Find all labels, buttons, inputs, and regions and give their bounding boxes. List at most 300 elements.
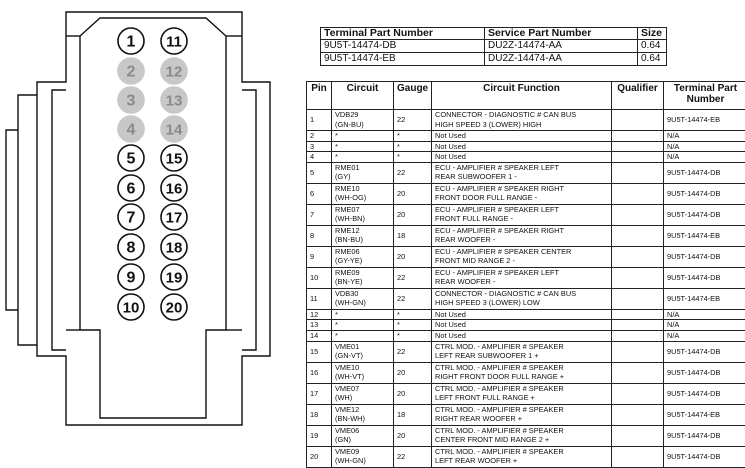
pin-cell-gauge [394, 330, 432, 341]
pin-cell-terminal-text: 9U5T-14474-EB [667, 294, 720, 303]
pin-number: 9 [127, 270, 136, 287]
pin-cell-function-text: CTRL MOD. - AMPLIFIER # SPEAKER [435, 384, 564, 393]
pin-cell-function-text: CTRL MOD. - AMPLIFIER # SPEAKER [435, 426, 564, 435]
pin-cell-qualifier [612, 246, 664, 267]
pin-cell-pin-text: 4 [310, 152, 314, 161]
pin-cell-pin-text: 2 [310, 131, 314, 140]
pin-cell-gauge [394, 162, 432, 183]
pin-header-terminal-line2: Number [687, 94, 725, 105]
pin-cell-function [432, 425, 612, 446]
pin-cell-terminal [664, 183, 745, 204]
pin-header-circuit: Circuit [332, 82, 394, 110]
pin-cell-terminal-text: 9U5T-14474-EB [667, 115, 720, 124]
pin-cell-function [432, 309, 612, 320]
pin-cell-function-text: REAR SUBWOOFER 1 - [435, 172, 517, 181]
pin-cell-gauge-text: 20 [397, 431, 405, 440]
pin-cell-qualifier [612, 362, 664, 383]
pin-cell-pin-text: 17 [310, 389, 318, 398]
pin-cell-pin [307, 341, 332, 362]
pin-cell-pin-text: 8 [310, 231, 314, 240]
pin-cell-function-text: Not Used [435, 142, 466, 151]
pin-cell-function-text: Not Used [435, 152, 466, 161]
pin-cell-circuit-text: (WH-GN) [335, 456, 366, 465]
pin-cell-gauge [394, 267, 432, 288]
pin-cell-qualifier [612, 162, 664, 183]
pin-cell-circuit-text: (GN-VT) [335, 351, 363, 360]
pin-table-row [307, 362, 745, 383]
pin-cell-function [432, 225, 612, 246]
pin-cell-gauge [394, 383, 432, 404]
pin-cell-gauge [394, 110, 432, 131]
connector-pin-13 [161, 87, 187, 113]
pin-cell-qualifier [612, 320, 664, 331]
pin-cell-terminal-text: N/A [667, 331, 679, 340]
pin-cell-gauge-text: 20 [397, 252, 405, 261]
pin-cell-circuit-text: (WH-OG) [335, 193, 366, 202]
pin-cell-circuit-text: VME07 [335, 384, 359, 393]
pin-cell-gauge [394, 288, 432, 309]
pin-cell-function [432, 162, 612, 183]
pin-table-row [307, 204, 745, 225]
pin-cell-gauge [394, 309, 432, 320]
pin-cell-terminal [664, 141, 745, 152]
pin-table-row [307, 246, 745, 267]
pin-cell-terminal [664, 330, 745, 341]
pin-cell-circuit-text: (GN) [335, 435, 351, 444]
pin-cell-terminal [664, 267, 745, 288]
pin-cell-terminal-text: N/A [667, 152, 679, 161]
pin-cell-gauge-text: * [397, 142, 400, 151]
pin-cell-pin-text: 6 [310, 189, 314, 198]
pin-table-row [307, 267, 745, 288]
pin-cell-pin [307, 110, 332, 131]
terminal-parts-table [320, 27, 667, 66]
pin-cell-terminal-text: 9U5T-14474-DB [667, 210, 720, 219]
pin-cell-function-text: LEFT REAR SUBWOOFER 1 + [435, 351, 539, 360]
pin-table-row [307, 309, 745, 320]
connector-pin-1 [118, 28, 144, 54]
pin-cell-function-text: CTRL MOD. - AMPLIFIER # SPEAKER [435, 405, 564, 414]
parts-table-row [321, 53, 667, 66]
pin-cell-function-text: RIGHT REAR WOOFER + [435, 414, 522, 423]
pin-cell-terminal-text: N/A [667, 310, 679, 319]
pin-cell-terminal [664, 225, 745, 246]
pin-cell-function [432, 383, 612, 404]
pin-cell-pin [307, 288, 332, 309]
pin-number: 20 [166, 300, 183, 317]
pin-cell-circuit-text: * [335, 131, 338, 140]
pin-cell-terminal-text: 9U5T-14474-DB [667, 347, 720, 356]
pin-cell-gauge-text: 20 [397, 368, 405, 377]
pin-cell-qualifier [612, 288, 664, 309]
pin-cell-function-text: LEFT REAR WOOFER + [435, 456, 517, 465]
pin-table-row [307, 425, 745, 446]
pin-cell-function [432, 404, 612, 425]
pin-cell-function-text: CONNECTOR - DIAGNOSTIC # CAN BUS [435, 289, 576, 298]
pin-cell-terminal [664, 246, 745, 267]
pin-number: 15 [166, 151, 183, 168]
pin-table-row [307, 183, 745, 204]
connector-pin-3 [118, 87, 144, 113]
pin-cell-circuit [332, 309, 394, 320]
pin-cell-gauge-text: * [397, 152, 400, 161]
connector-pin-5 [118, 145, 144, 171]
pin-cell-pin-text: 1 [310, 115, 314, 124]
pin-cell-circuit-text: VME10 [335, 363, 359, 372]
pin-header-qualifier: Qualifier [612, 82, 664, 110]
pin-cell-pin [307, 446, 332, 467]
pin-cell-gauge [394, 152, 432, 163]
pin-cell-function [432, 110, 612, 131]
pin-cell-circuit-text: VME01 [335, 342, 359, 351]
pin-cell-circuit-text: (WH-GN) [335, 298, 366, 307]
pin-cell-qualifier [612, 267, 664, 288]
pin-cell-terminal [664, 204, 745, 225]
pin-cell-terminal-text: 9U5T-14474-DB [667, 368, 720, 377]
pin-cell-circuit-text: (GN-BU) [335, 120, 364, 129]
pin-cell-circuit [332, 425, 394, 446]
connector-pin-6 [118, 175, 144, 201]
connector-key-right [242, 90, 256, 350]
pin-assignment-table [306, 81, 745, 468]
pin-cell-function-text: FRONT MID RANGE 2 - [435, 256, 515, 265]
pin-cell-pin [307, 320, 332, 331]
pin-cell-pin-text: 14 [310, 331, 318, 340]
pin-cell-gauge-text: 20 [397, 389, 405, 398]
pin-cell-function-text: Not Used [435, 320, 466, 329]
connector-housing-outline [37, 12, 270, 425]
pin-number: 13 [166, 93, 183, 110]
pin-cell-terminal [664, 288, 745, 309]
connector-pin-19 [161, 264, 187, 290]
pin-cell-function [432, 204, 612, 225]
pin-cell-qualifier [612, 183, 664, 204]
pin-cell-function-text: CENTER FRONT MID RANGE 2 + [435, 435, 549, 444]
pin-cell-function-text: LEFT FRONT FULL RANGE + [435, 393, 535, 402]
pin-cell-function-text: HIGH SPEED 3 (LOWER) LOW [435, 298, 540, 307]
pin-cell-circuit-text: (WH-VT) [335, 372, 364, 381]
pin-cell-circuit-text: RME09 [335, 268, 360, 277]
pin-cell-circuit-text: RME07 [335, 205, 360, 214]
pin-cell-circuit [332, 131, 394, 142]
connector-latch [6, 95, 37, 345]
pin-cell-circuit [332, 110, 394, 131]
pin-cell-gauge-text: 18 [397, 231, 405, 240]
pin-cell-qualifier [612, 425, 664, 446]
pin-number: 7 [127, 210, 136, 227]
pin-cell-pin [307, 204, 332, 225]
pin-cell-pin [307, 383, 332, 404]
pin-cell-function [432, 330, 612, 341]
parts-cell-size: 0.64 [638, 40, 667, 53]
pin-header-terminal-line1: Terminal Part [674, 83, 737, 94]
pin-cell-gauge [394, 425, 432, 446]
pin-cell-circuit-text: * [335, 152, 338, 161]
pin-table-row [307, 330, 745, 341]
pin-cell-gauge-text: * [397, 331, 400, 340]
pin-cell-circuit-text: * [335, 310, 338, 319]
pin-cell-qualifier [612, 446, 664, 467]
pin-cell-terminal-text: 9U5T-14474-DB [667, 452, 720, 461]
pin-number: 12 [166, 64, 183, 81]
pin-number: 5 [127, 151, 136, 168]
pin-cell-qualifier [612, 330, 664, 341]
pin-cell-circuit-text: (BN-YE) [335, 277, 363, 286]
pin-cell-circuit-text: * [335, 331, 338, 340]
pin-cell-terminal-text: N/A [667, 320, 679, 329]
pin-cell-terminal [664, 383, 745, 404]
pin-number: 1 [127, 34, 136, 51]
pin-cell-circuit [332, 204, 394, 225]
pin-cell-function-text: HIGH SPEED 3 (LOWER) HIGH [435, 120, 541, 129]
pin-table-row [307, 110, 745, 131]
pin-cell-pin [307, 330, 332, 341]
pin-table-row [307, 446, 745, 467]
pin-cell-pin [307, 131, 332, 142]
pin-number: 18 [166, 240, 183, 257]
pin-cell-terminal-text: 9U5T-14474-EB [667, 410, 720, 419]
pin-cell-pin-text: 7 [310, 210, 314, 219]
pin-cell-circuit [332, 446, 394, 467]
pin-cell-circuit-text: VME06 [335, 426, 359, 435]
pin-cell-circuit-text: RME12 [335, 226, 360, 235]
pin-header-pin: Pin [307, 82, 332, 110]
pin-cell-gauge [394, 320, 432, 331]
pin-cell-function [432, 288, 612, 309]
pin-number: 2 [127, 64, 136, 81]
connector-pin-9 [118, 264, 144, 290]
connector-pin-8 [118, 234, 144, 260]
pin-cell-gauge [394, 341, 432, 362]
pin-cell-circuit-text: VME09 [335, 447, 359, 456]
pin-cell-pin-text: 15 [310, 347, 318, 356]
pin-header-gauge: Gauge [394, 82, 432, 110]
pin-cell-gauge-text: 22 [397, 168, 405, 177]
connector-pin-10 [118, 294, 144, 320]
pin-cell-pin [307, 162, 332, 183]
connector-pin-17 [161, 204, 187, 230]
pin-cell-pin-text: 16 [310, 368, 318, 377]
pin-cell-circuit-text: (BN-WH) [335, 414, 365, 423]
pin-cell-qualifier [612, 341, 664, 362]
pin-cell-pin [307, 152, 332, 163]
pin-cell-qualifier [612, 131, 664, 142]
pin-cell-pin [307, 362, 332, 383]
pin-table-row [307, 131, 745, 142]
pin-cell-pin [307, 141, 332, 152]
pin-cell-circuit [332, 404, 394, 425]
connector-key-left [52, 90, 66, 350]
pin-cell-gauge [394, 225, 432, 246]
pin-cell-function [432, 446, 612, 467]
pin-cell-gauge-text: 22 [397, 294, 405, 303]
pin-cell-gauge [394, 362, 432, 383]
pin-cell-pin [307, 425, 332, 446]
connector-face-diagram [0, 0, 300, 438]
pin-cell-function-text: ECU - AMPLIFIER # SPEAKER RIGHT [435, 226, 564, 235]
pin-cell-terminal-text: 9U5T-14474-DB [667, 389, 720, 398]
pin-cell-pin-text: 10 [310, 273, 318, 282]
pin-cell-gauge-text: 22 [397, 347, 405, 356]
pin-cell-terminal [664, 131, 745, 142]
pin-cell-gauge-text: 22 [397, 115, 405, 124]
pin-cell-pin [307, 183, 332, 204]
pin-cell-circuit [332, 288, 394, 309]
pin-cell-function-text: REAR WOOFER - [435, 235, 495, 244]
pin-cell-circuit [332, 246, 394, 267]
pin-cell-pin-text: 3 [310, 142, 314, 151]
pin-cell-function [432, 152, 612, 163]
pin-cell-circuit-text: RME10 [335, 184, 360, 193]
parts-cell-terminal: 9U5T-14474-EB [321, 53, 485, 66]
connector-pin-16 [161, 175, 187, 201]
parts-cell-service: DU2Z-14474-AA [485, 53, 638, 66]
pin-cell-terminal-text: 9U5T-14474-DB [667, 168, 720, 177]
parts-header-size: Size [638, 28, 667, 40]
pin-cell-circuit-text: (WH-BN) [335, 214, 365, 223]
pin-table-row [307, 225, 745, 246]
pin-table-row [307, 341, 745, 362]
pin-number: 10 [123, 300, 140, 317]
pin-cell-circuit-text: (GY) [335, 172, 351, 181]
pin-cell-terminal-text: 9U5T-14474-DB [667, 431, 720, 440]
pin-cell-circuit-text: (WH) [335, 393, 352, 402]
pin-cell-pin [307, 246, 332, 267]
pin-cell-qualifier [612, 309, 664, 320]
pin-cell-terminal [664, 162, 745, 183]
pin-cell-pin-text: 9 [310, 252, 314, 261]
pin-cell-function-text: ECU - AMPLIFIER # SPEAKER LEFT [435, 205, 559, 214]
pin-table-row [307, 162, 745, 183]
pin-cell-terminal-text: 9U5T-14474-DB [667, 252, 720, 261]
pin-cell-terminal-text: 9U5T-14474-DB [667, 273, 720, 282]
pin-cell-function-text: ECU - AMPLIFIER # SPEAKER LEFT [435, 268, 559, 277]
pin-cell-function-text: Not Used [435, 331, 466, 340]
pin-cell-terminal-text: 9U5T-14474-DB [667, 189, 720, 198]
pin-cell-circuit-text: RME01 [335, 163, 360, 172]
pin-cell-function-text: Not Used [435, 131, 466, 140]
pin-cell-pin [307, 267, 332, 288]
pin-cell-terminal [664, 362, 745, 383]
pin-table-row [307, 404, 745, 425]
pin-cell-qualifier [612, 383, 664, 404]
pin-cell-function-text: ECU - AMPLIFIER # SPEAKER LEFT [435, 163, 559, 172]
pin-cell-circuit [332, 267, 394, 288]
pin-table-row [307, 383, 745, 404]
pin-cell-gauge-text: 22 [397, 452, 405, 461]
pin-cell-function [432, 246, 612, 267]
pin-cell-function-text: FRONT FULL RANGE - [435, 214, 513, 223]
pin-cell-circuit [332, 362, 394, 383]
pin-cell-pin-text: 13 [310, 320, 318, 329]
pin-cell-circuit-text: VDB30 [335, 289, 358, 298]
pin-cell-function-text: ECU - AMPLIFIER # SPEAKER CENTER [435, 247, 571, 256]
pin-cell-function-text: Not Used [435, 310, 466, 319]
pin-number: 8 [127, 240, 136, 257]
pin-cell-circuit-text: RME06 [335, 247, 360, 256]
pin-number: 17 [166, 210, 183, 227]
pin-cell-function [432, 362, 612, 383]
pin-cell-circuit [332, 341, 394, 362]
pin-cell-gauge-text: * [397, 320, 400, 329]
pin-table-row [307, 141, 745, 152]
pin-cell-function-text: CTRL MOD. - AMPLIFIER # SPEAKER [435, 363, 564, 372]
pin-cell-gauge [394, 183, 432, 204]
pin-cell-gauge-text: * [397, 310, 400, 319]
pin-cell-pin-text: 18 [310, 410, 318, 419]
parts-cell-size: 0.64 [638, 53, 667, 66]
pin-cell-function-text: CONNECTOR - DIAGNOSTIC # CAN BUS [435, 110, 576, 119]
pin-header-terminal [664, 82, 745, 110]
pin-table-row [307, 152, 745, 163]
pin-cell-circuit [332, 152, 394, 163]
pin-cell-function [432, 183, 612, 204]
pin-cell-circuit-text: (BN-BU) [335, 235, 363, 244]
pin-cell-qualifier [612, 152, 664, 163]
pin-cell-terminal [664, 404, 745, 425]
parts-header-service: Service Part Number [485, 28, 638, 40]
pin-cell-qualifier [612, 225, 664, 246]
pin-cell-circuit-text: * [335, 320, 338, 329]
parts-cell-service: DU2Z-14474-AA [485, 40, 638, 53]
pin-cell-circuit [332, 183, 394, 204]
parts-cell-terminal: 9U5T-14474-DB [321, 40, 485, 53]
connector-inner-cavity [80, 18, 226, 418]
pin-cell-gauge-text: 20 [397, 210, 405, 219]
pin-cell-gauge [394, 204, 432, 225]
pin-cell-gauge [394, 131, 432, 142]
pin-cell-function [432, 141, 612, 152]
connector-pin-12 [161, 58, 187, 84]
pin-table-row [307, 288, 745, 309]
parts-table-row [321, 40, 667, 53]
pin-cell-function-text: FRONT DOOR FULL RANGE - [435, 193, 537, 202]
pin-cell-qualifier [612, 404, 664, 425]
pin-cell-circuit [332, 320, 394, 331]
pin-number: 16 [166, 181, 183, 198]
pin-cell-terminal [664, 320, 745, 331]
parts-header-terminal: Terminal Part Number [321, 28, 485, 40]
pin-cell-qualifier [612, 204, 664, 225]
pin-cell-function-text: ECU - AMPLIFIER # SPEAKER RIGHT [435, 184, 564, 193]
pin-cell-gauge-text: 22 [397, 273, 405, 282]
connector-pin-4 [118, 116, 144, 142]
pin-cell-terminal [664, 425, 745, 446]
pin-cell-function-text: RIGHT FRONT DOOR FULL RANGE + [435, 372, 564, 381]
pin-cell-circuit-text: (GY-YE) [335, 256, 362, 265]
pin-number: 19 [166, 270, 183, 287]
pin-cell-terminal [664, 152, 745, 163]
pin-cell-terminal-text: N/A [667, 131, 679, 140]
pin-cell-gauge-text: 20 [397, 189, 405, 198]
pin-cell-terminal [664, 341, 745, 362]
pin-cell-gauge [394, 404, 432, 425]
connector-pin-7 [118, 204, 144, 230]
pin-cell-pin-text: 11 [310, 294, 318, 303]
pin-number: 14 [166, 122, 183, 139]
pin-cell-function-text: CTRL MOD. - AMPLIFIER # SPEAKER [435, 447, 564, 456]
pin-cell-terminal [664, 446, 745, 467]
pin-cell-function [432, 320, 612, 331]
pin-header-function: Circuit Function [432, 82, 612, 110]
parts-table-header-row [321, 28, 667, 40]
pin-cell-pin [307, 225, 332, 246]
connector-pin-15 [161, 145, 187, 171]
connector-pin-2 [118, 58, 144, 84]
pin-cell-pin-text: 12 [310, 310, 318, 319]
pin-cell-circuit [332, 225, 394, 246]
pin-cell-gauge-text: * [397, 131, 400, 140]
